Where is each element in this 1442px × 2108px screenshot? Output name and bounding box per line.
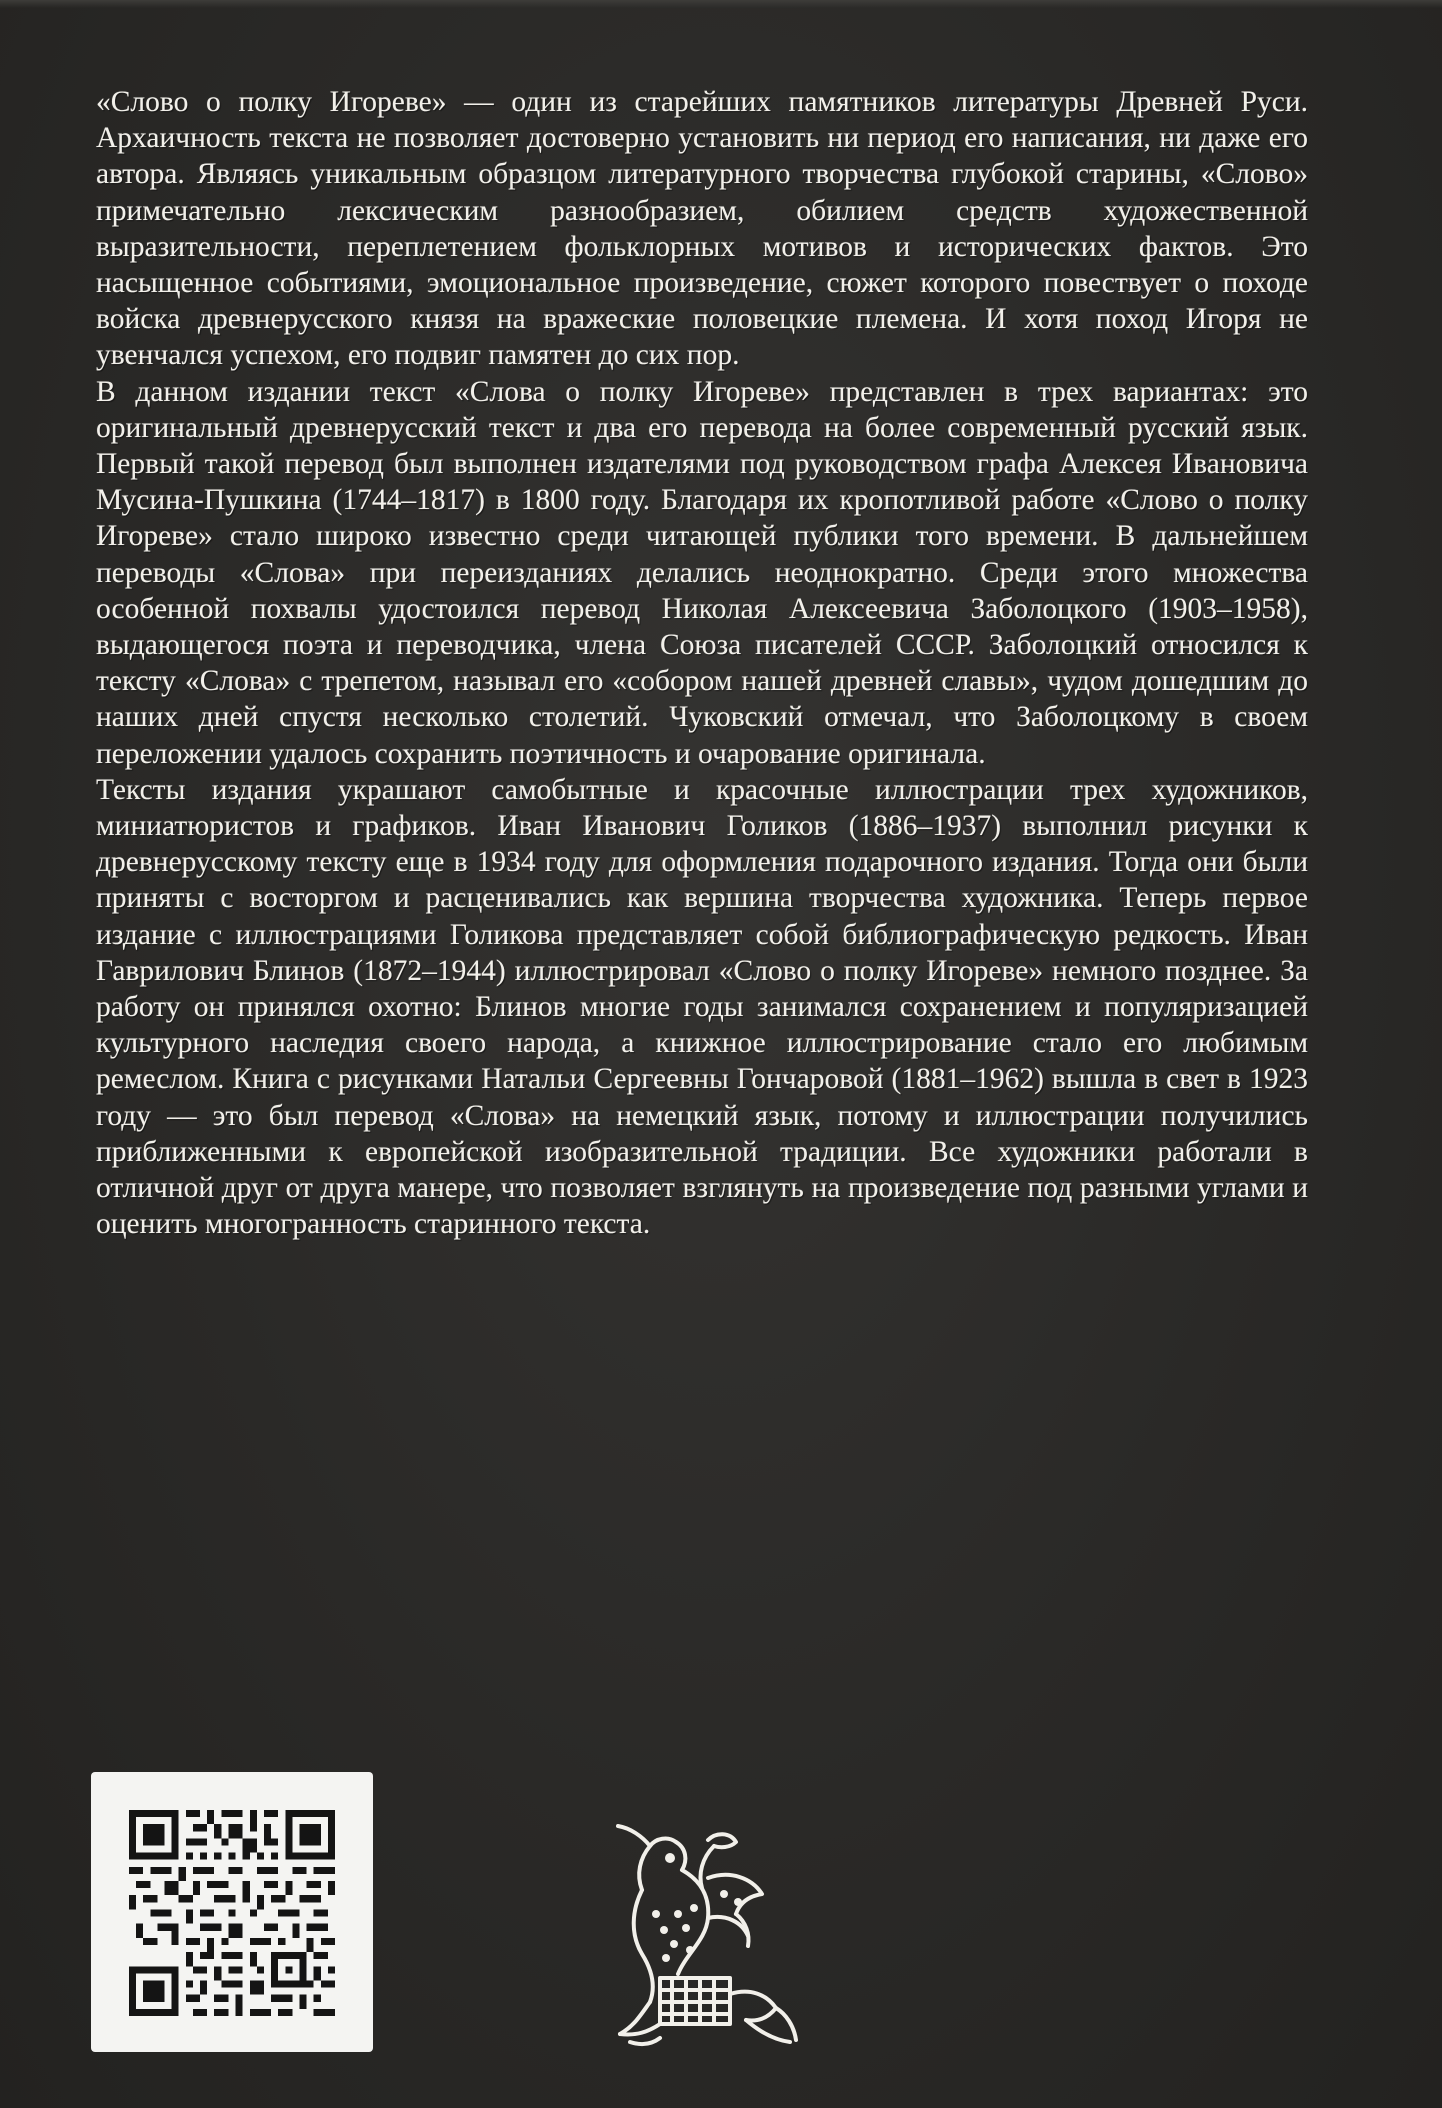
- blurb-paragraph-1: «Слово о полку Игореве» — один из старейших памятников литературы Древней Руси. Архаичность текста не позволяет достоверно установить ни период его написания, ни даже его автора. Являясь уникальным образцом литературного творчества глубокой старины, «Слово» примечательно лексическим разнообразием, обилием средств художественной выразительности, переплетением фольклорных мотивов и исторических фактов. Это насыщенное событиями, эмоциональное произведение, сюжет которого повествует о походе войска древнерусского князя на вражеские половецкие племена. И хотя поход Игоря не увенчался успехом, его подвиг памятен до сих пор.: [96, 86, 1308, 372]
- qr-code-panel: [91, 1772, 373, 2052]
- blurb-paragraph-3: Тексты издания украшают самобытные и красочные иллюстрации трех художников, миниатюристов и графиков. Иван Иванович Голиков (1886–1937) выполнил рисунки к древнерусскому тексту еще в 1934 году для оформления подарочного издания. Тогда они были приняты с восторгом и расценивались как вершина творчества художника. Теперь первое издание с иллюстрациями Голикова представляет собой библиографическую редкость. Иван Гаврилович Блинов (1872–1944) иллюстрировал «Слово о полку Игореве» немного позднее. За работу он принялся охотно: Блинов многие годы занимался сохранением и популяризацией культурного наследия своего народа, а книжное иллюстрирование стало его любимым ремеслом. Книга с рисунками Натальи Сергеевны Гончаровой (1881–1962) вышла в свет в 1923 году — это был перевод «Слова» на немецкий язык, потому и иллюстрации получились приближенными к европейской изобразительной традиции. Все художники работали в отличной друг от друга манере, что позволяет взглянуть на произведение под разными углами и оценить многогранность старинного текста.: [96, 773, 1308, 1241]
- blurb-paragraph-2: В данном издании текст «Слова о полку Игореве» представлен в трех вариантах: это оригинальный древнерусский текст и два его перевода на более современный русский язык. Первый такой перевод был выполнен издателями под руководством графа Алексея Ивановича Мусина-Пушкина (1744–1817) в 1800 году. Благодаря их кропотливой работе «Слово о полку Игореве» стало широко известно среди читающей публики того времени. В дальнейшем переводы «Слова» при переизданиях делались неоднократно. Среди этого множества особенной похвалы удостоился перевод Николая Алексеевича Заболоцкого (1903–1958), выдающегося поэта и переводчика, члена Союза писателей СССР. Заболоцкий относился к тексту «Слова» с трепетом, называл его «собором нашей древней славы», чудом дошедшим до наших дней спустя несколько столетий. Чуковский отмечал, что Заболоцкому в своем переложении удалось сохранить поэтичность и очарование оригинала.: [96, 375, 1308, 770]
- dragon-emblem-icon: [590, 1818, 810, 2050]
- cover-blurb: [96, 84, 1308, 1243]
- publisher-emblem: [590, 1818, 810, 2055]
- qr-code-icon: [129, 1810, 335, 2016]
